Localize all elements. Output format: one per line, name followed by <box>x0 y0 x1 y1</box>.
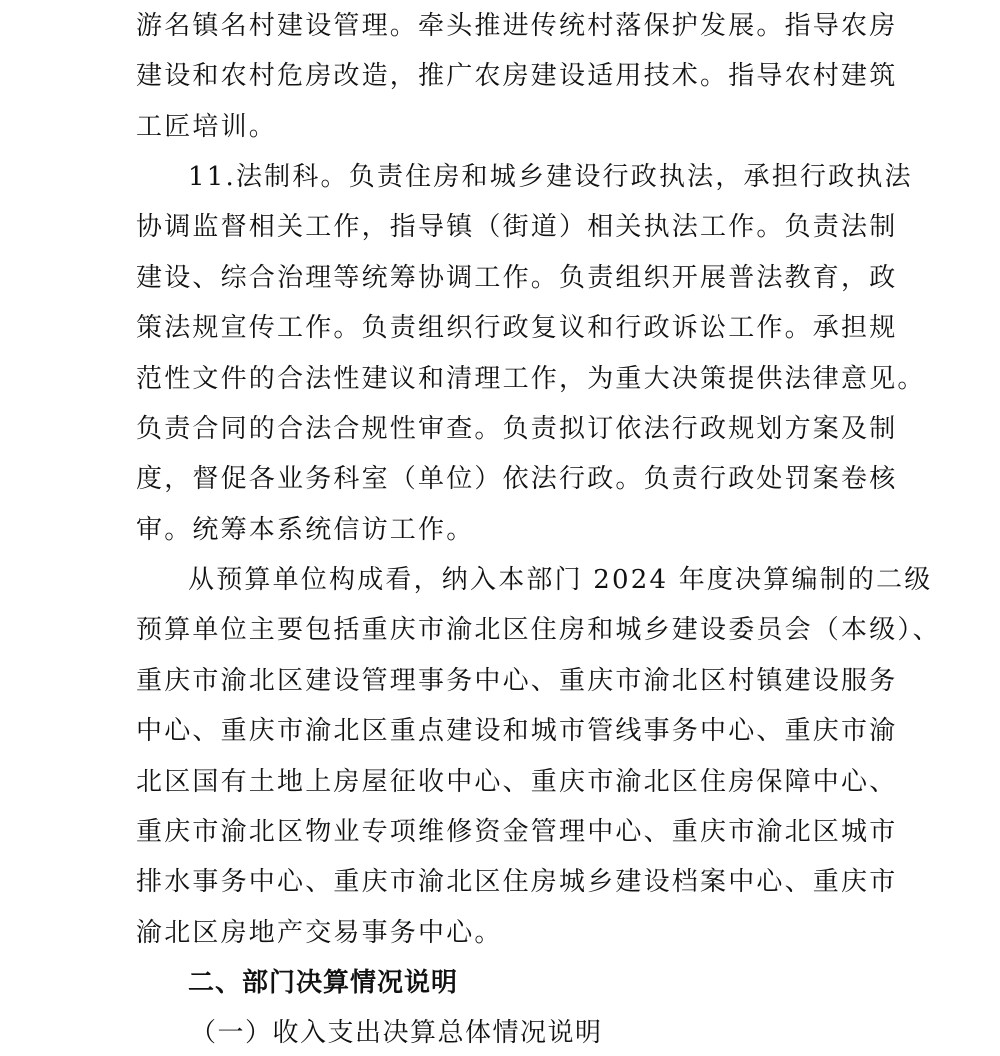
subsection-heading: （一）收入支出决算总体情况说明 <box>190 1018 603 1048</box>
text-line-11: 审。统筹本系统信访工作。 <box>136 515 475 545</box>
text-line-7: 策法规宣传工作。负责组织行政复议和行政诉讼工作。承担规 <box>136 313 898 343</box>
paragraph-start-line: 11.法制科。负责住房和城乡建设行政执法，承担行政执法 <box>188 162 913 192</box>
text-line-6: 建设、综合治理等统筹协调工作。负责组织开展普法教育，政 <box>136 263 898 293</box>
text-line-10: 度，督促各业务科室（单位）依法行政。负责行政处罚案卷核 <box>136 464 898 494</box>
text-line-18: 排水事务中心、重庆市渝北区住房城乡建设档案中心、重庆市 <box>136 867 898 897</box>
text-line-2: 建设和农村危房改造，推广农房建设适用技术。指导农村建筑 <box>136 61 898 91</box>
text-line-9: 负责合同的合法合规性审查。负责拟订依法行政规划方案及制 <box>136 414 898 444</box>
text-line-3: 工匠培训。 <box>136 112 278 142</box>
text-line-15: 中心、重庆市渝北区重点建设和城市管线事务中心、重庆市渝 <box>136 716 898 746</box>
text-line-16: 北区国有土地上房屋征收中心、重庆市渝北区住房保障中心、 <box>136 767 898 797</box>
text-line-8: 范性文件的合法性建议和清理工作，为重大决策提供法律意见。 <box>136 364 926 394</box>
text-line-17: 重庆市渝北区物业专项维修资金管理中心、重庆市渝北区城市 <box>136 817 898 847</box>
text-line-1: 游名镇名村建设管理。牵头推进传统村落保护发展。指导农房 <box>136 11 898 41</box>
text-line-19: 渝北区房地产交易事务中心。 <box>136 918 503 948</box>
section-heading: 二、部门决算情况说明 <box>188 968 459 998</box>
text-line-13: 预算单位主要包括重庆市渝北区住房和城乡建设委员会（本级）、 <box>136 615 941 645</box>
text-line-14: 重庆市渝北区建设管理事务中心、重庆市渝北区村镇建设服务 <box>136 666 898 696</box>
paragraph-start-line: 从预算单位构成看，纳入本部门 2024 年度决算编制的二级 <box>188 565 933 595</box>
text-line-5: 协调监督相关工作，指导镇（街道）相关执法工作。负责法制 <box>136 212 898 242</box>
